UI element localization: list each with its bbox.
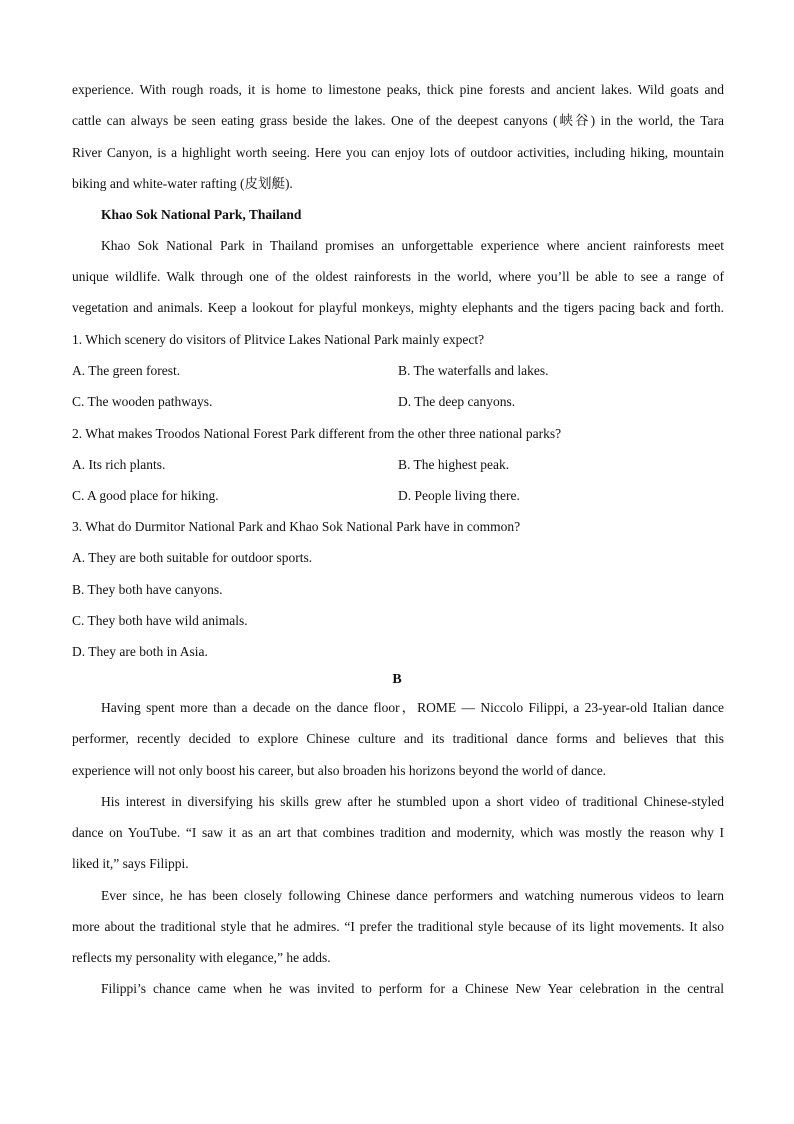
passage-b-line: liked it,” says Filippi. <box>72 856 189 871</box>
question-3-option-b: B. They both have canyons. <box>72 582 223 597</box>
question-1-option-b: B. The waterfalls and lakes. <box>398 363 549 378</box>
passage-b-line: His interest in diversifying his skills grew after he stumbled upon a short video of traditional Chinese-styled <box>101 794 724 809</box>
passage-a-line: River Canyon, is a highlight worth seeing. Here you can enjoy lots of outdoor activities, including hiking, mountain <box>72 145 724 160</box>
khao-sok-line: Khao Sok National Park in Thailand promises an unforgettable experience where ancient rainforests meet <box>101 238 724 253</box>
passage-a-line: cattle can always be seen eating grass beside the lakes. One of the deepest canyons (峡谷) in the world, the Tara <box>72 113 724 128</box>
passage-b-line: Filippi’s chance came when he was invited to perform for a Chinese New Year celebration in the central <box>101 981 724 996</box>
question-3-stem: 3. What do Durmitor National Park and Khao Sok National Park have in common? <box>72 519 521 534</box>
passage-b-line: more about the traditional style that he admires. “I prefer the traditional style because of its light movements. It also <box>72 919 724 934</box>
question-3-option-d: D. They are both in Asia. <box>72 644 208 659</box>
passage-b-line: Ever since, he has been closely following Chinese dance performers and watching numerous videos to learn <box>101 888 724 903</box>
question-1-option-d: D. The deep canyons. <box>398 394 516 409</box>
question-1-option-a: A. The green forest. <box>72 363 181 378</box>
passage-b-line: dance on YouTube. “I saw it as an art that combines tradition and modernity, which was mostly the reason why I <box>72 825 724 840</box>
question-2-option-c: C. A good place for hiking. <box>72 488 219 503</box>
question-1-option-c: C. The wooden pathways. <box>72 394 213 409</box>
passage-b-line: experience will not only boost his career, but also broaden his horizons beyond the world of dance. <box>72 763 607 778</box>
question-2-option-b: B. The highest peak. <box>398 457 510 472</box>
passage-a-line: experience. With rough roads, it is home to limestone peaks, thick pine forests and ancient lakes. Wild goats and <box>72 82 724 97</box>
passage-b-title: B <box>392 672 402 687</box>
question-3-option-c: C. They both have wild animals. <box>72 613 248 628</box>
passage-b-line: performer, recently decided to explore Chinese culture and its traditional dance forms and believes that this <box>72 731 724 746</box>
question-2-option-a: A. Its rich plants. <box>72 457 166 472</box>
khao-sok-line: vegetation and animals. Keep a lookout for playful monkeys, mighty elephants and the tigers pacing back and forth. <box>72 300 724 315</box>
question-2-stem: 2. What makes Troodos National Forest Park different from the other three national parks? <box>72 426 562 441</box>
passage-b-line: reflects my personality with elegance,” he adds. <box>72 950 331 965</box>
khao-sok-heading: Khao Sok National Park, Thailand <box>101 207 302 222</box>
question-3-option-a: A. They are both suitable for outdoor sports. <box>72 550 313 565</box>
khao-sok-line: unique wildlife. Walk through one of the oldest rainforests in the world, where you’ll be able to see a range of <box>72 269 724 284</box>
passage-a-line: biking and white-water rafting (皮划艇). <box>72 176 293 191</box>
question-1-stem: 1. Which scenery do visitors of Plitvice Lakes National Park mainly expect? <box>72 332 485 347</box>
question-2-option-d: D. People living there. <box>398 488 520 503</box>
passage-b-line: Having spent more than a decade on the dance floor，ROME — Niccolo Filippi, a 23-year-old Italian dance <box>101 700 724 715</box>
